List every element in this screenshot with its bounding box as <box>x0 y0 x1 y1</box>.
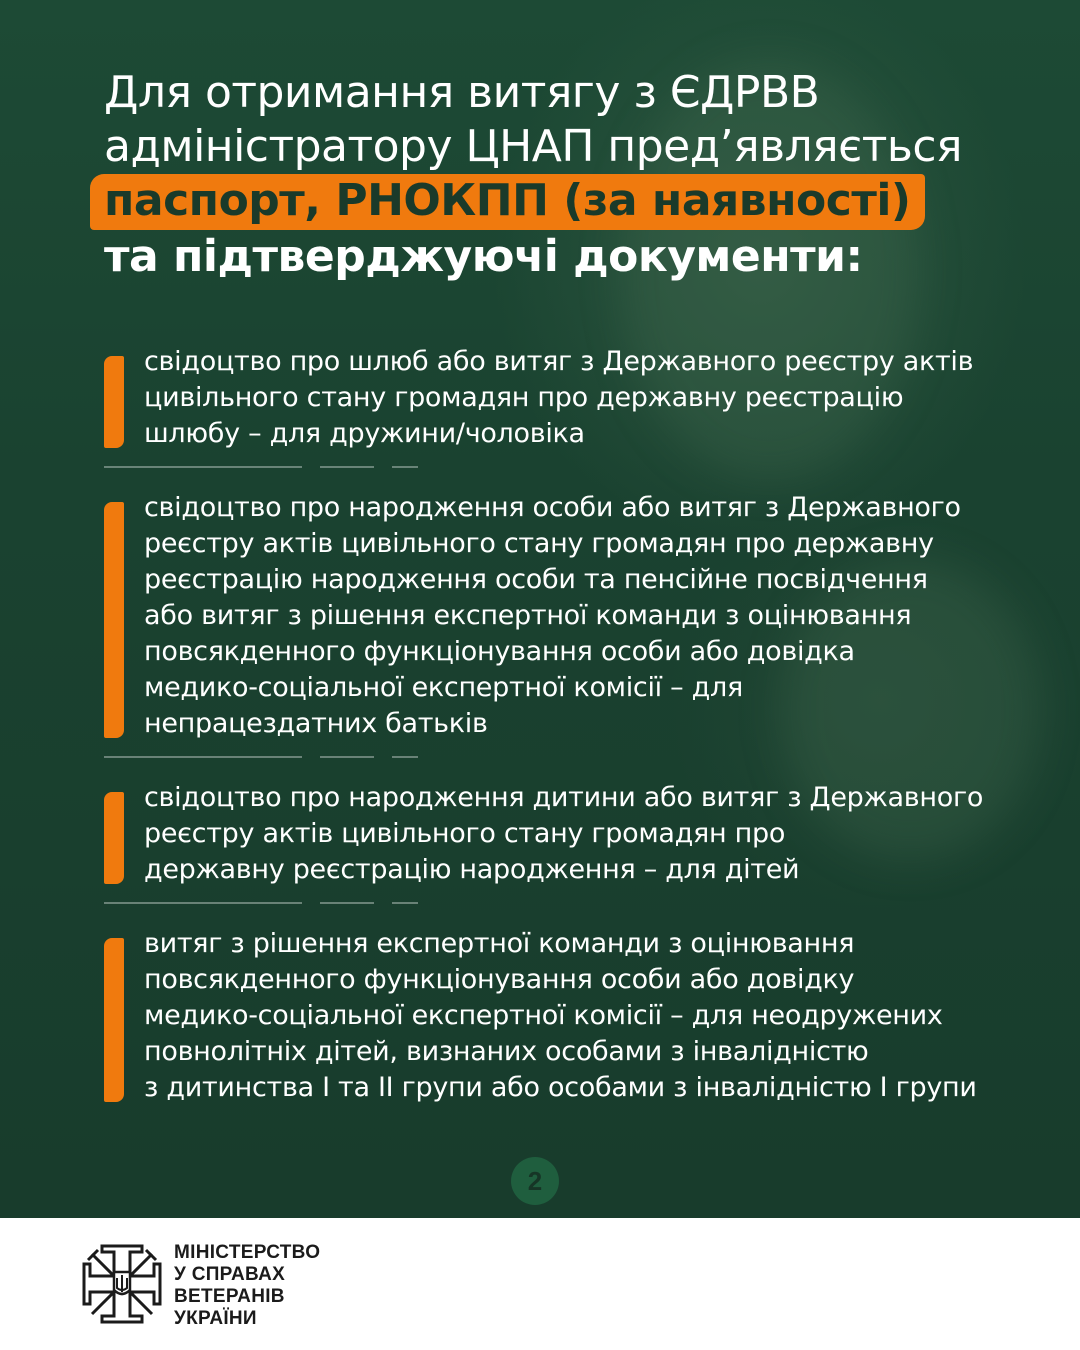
item-line: повнолітніх дітей, визнаних особами з інвалідністю <box>144 1036 869 1067</box>
item-line: медико-соціальної експертної комісії – для неодружених <box>144 1000 943 1031</box>
accent-bar <box>104 502 124 738</box>
item-line: реєстру актів цивільного стану громадян про <box>144 818 786 849</box>
ministry-logo-text <box>174 1242 320 1330</box>
page-heading <box>104 66 1004 284</box>
logo-line: У СПРАВАХ <box>174 1264 286 1285</box>
item-line: реєстрацію народження особи та пенсійне посвідчення <box>144 564 928 595</box>
item-line: або витяг з рішення експертної команди з оцінювання <box>144 600 912 631</box>
heading-line: адміністратору ЦНАП пред’являється <box>104 121 962 172</box>
logo-line: МІНІСТЕРСТВО <box>174 1242 321 1263</box>
divider <box>104 466 1044 468</box>
list-item <box>104 780 1044 888</box>
item-line: свідоцтво про народження особи або витяг з Державного <box>144 492 961 523</box>
footer <box>0 1218 1080 1350</box>
item-line: державну реєстрацію народження – для дітей <box>144 854 800 885</box>
list-item <box>104 926 1044 1106</box>
item-line: повсякденного функціонування особи або довідку <box>144 964 855 995</box>
heading-highlight: паспорт, РНОКПП (за наявності) <box>90 174 925 230</box>
item-line: непрацездатних батьків <box>144 708 488 739</box>
item-line: реєстру актів цивільного стану громадян про державну <box>144 528 934 559</box>
heading-line: Для отримання витягу з ЄДРВВ <box>104 67 820 118</box>
accent-bar <box>104 356 124 448</box>
document-list <box>104 344 1044 1106</box>
item-line: цивільного стану громадян про державну реєстрацію <box>144 382 904 413</box>
logo-line: УКРАЇНИ <box>174 1308 257 1329</box>
item-line: свідоцтво про шлюб або витяг з Державного реєстру актів <box>144 346 974 377</box>
accent-bar <box>104 792 124 884</box>
item-line: свідоцтво про народження дитини або витяг з Державного <box>144 782 984 813</box>
divider <box>104 902 1044 904</box>
divider <box>104 756 1044 758</box>
item-line: медико-соціальної експертної комісії – для <box>144 672 743 703</box>
item-line: шлюбу – для дружини/чоловіка <box>144 418 585 449</box>
logo-line: ВЕТЕРАНІВ <box>174 1286 285 1307</box>
accent-bar <box>104 938 124 1102</box>
page-number-badge: 2 <box>511 1157 559 1205</box>
item-line: з дитинства I та II групи або особами з інвалідністю I групи <box>144 1072 977 1103</box>
item-line: витяг з рішення експертної команди з оцінювання <box>144 928 855 959</box>
heading-line: та підтверджуючі документи: <box>104 231 863 282</box>
ministry-emblem-icon <box>80 1242 164 1326</box>
list-item <box>104 490 1044 742</box>
list-item <box>104 344 1044 452</box>
item-line: повсякденного функціонування особи або довідка <box>144 636 855 667</box>
